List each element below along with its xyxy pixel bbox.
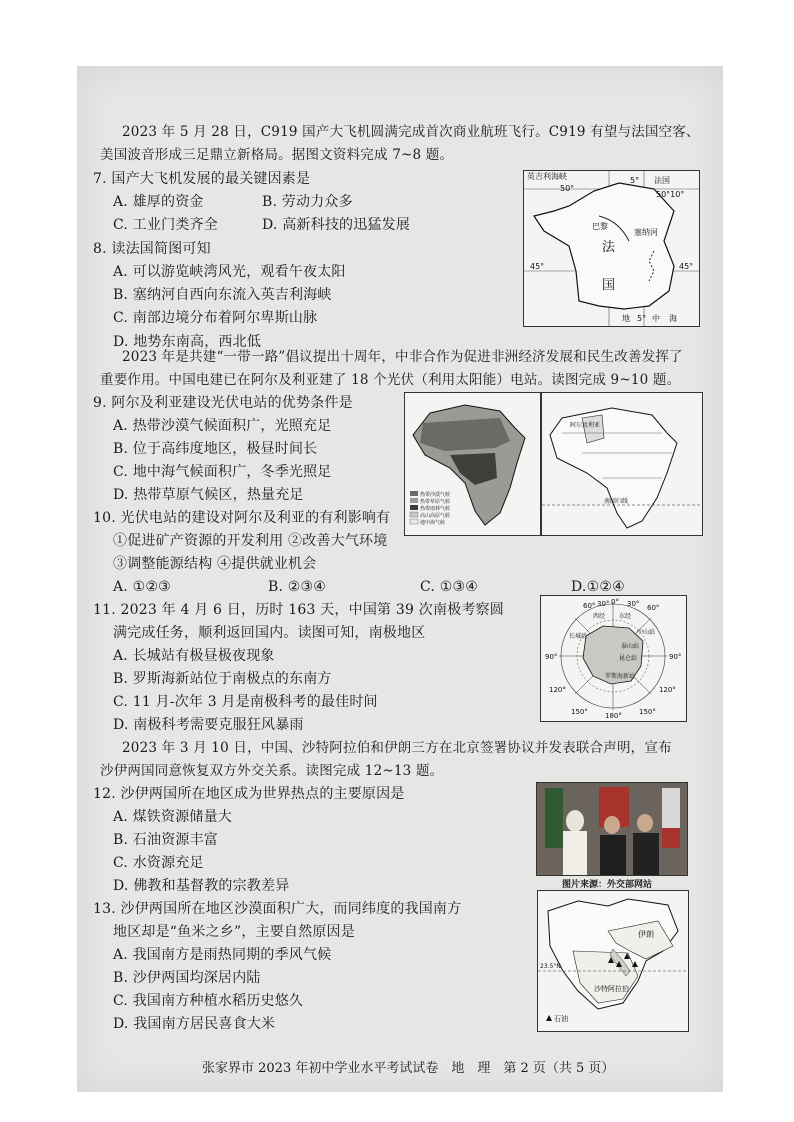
label-tropic: 南回归线 (604, 498, 629, 505)
q11-stem-line1: 11. 2023 年 4 月 6 日，历时 163 天，中国第 39 次南极考察圆 (93, 602, 504, 618)
ant-label-30e: 30° (627, 600, 640, 608)
q10-item-line1: ①促进矿产资源的开发利用 ②改善大气环境 (113, 533, 388, 549)
q7-option-a: A. 雄厚的资金 (113, 194, 204, 210)
diplomacy-photo (536, 782, 688, 876)
page-footer: 张家界市 2023 年初中学业水平考试试卷 地 理 第 2 页（共 5 页） (202, 1061, 615, 1076)
africa-political-map (541, 392, 703, 536)
q9-stem: 9. 阿尔及利亚建设光伏电站的优势条件是 (93, 395, 353, 411)
station-kunlun: 昆仑站 (619, 655, 638, 662)
intro-7-8-line2: 美国波音形成三足鼎立新格局。据图文资料完成 7~8 题。 (100, 147, 454, 163)
q13-option-c: C. 我国南方种植水稻历史悠久 (113, 993, 304, 1009)
q10-option-d: D.①②④ (571, 579, 625, 595)
q8-option-c: C. 南部边境分布着阿尔卑斯山脉 (113, 310, 318, 326)
ant-label-180: 180° (605, 712, 622, 720)
map-label-5-bottom: 5° (637, 314, 647, 323)
q7-option-c: C. 工业门类齐全 (113, 217, 218, 233)
ant-label-120e: 120° (659, 686, 676, 694)
label-tropic-cancer: 23.5°N (540, 963, 561, 970)
q7-option-b: B. 劳动力众多 (262, 194, 353, 210)
ant-label-0: 0° (611, 598, 619, 606)
q10-item-line2: ③调整能源结构 ④提供就业机会 (113, 556, 317, 572)
africa-political-svg (542, 393, 702, 535)
q9-option-d: D. 热带草原气候区，热量充足 (113, 487, 304, 503)
ant-label-west: 西经 (593, 613, 606, 620)
legend-oil: 石油 (554, 1015, 568, 1023)
ant-label-60e: 60° (647, 604, 660, 612)
q11-option-b: B. 罗斯海新站位于南极点的东南方 (113, 671, 332, 687)
label-iran: 伊朗 (638, 930, 654, 939)
q8-option-b: B. 塞纳河自西向东流入英吉利海峡 (113, 287, 332, 303)
map-label-zhong: 中 (652, 314, 660, 323)
map-label-guo: 国 (602, 278, 616, 293)
q11-stem-line2: 满完成任务，顺利返回国内。读图可知，南极地区 (113, 625, 426, 641)
france-map (523, 170, 700, 327)
q11-option-d: D. 南极科考需要克服狂风暴雨 (113, 717, 304, 733)
q13-option-a: A. 我国南方是雨热同期的季风气候 (113, 947, 332, 963)
ant-label-30w: 30° (597, 600, 610, 608)
q10-option-c: C. ①③④ (420, 579, 478, 595)
map-label-45-left: 45° (530, 262, 545, 271)
station-ross-sea: 罗斯海新站 (605, 673, 636, 680)
map-label-channel: 英吉利海峡 (527, 172, 567, 181)
q7-option-d: D. 高新科技的迅猛发展 (262, 217, 411, 233)
q13-option-d: D. 我国南方居民喜食大米 (113, 1016, 276, 1032)
ant-label-east: 东经 (619, 613, 632, 620)
q10-option-a: A. ①②③ (113, 579, 171, 595)
q10-stem: 10. 光伏电站的建设对阿尔及利亚的有利影响有 (93, 510, 391, 526)
q12-stem: 12. 沙伊两国所在地区成为世界热点的主要原因是 (93, 786, 405, 802)
q13-option-b: B. 沙伊两国均深居内陆 (113, 970, 261, 986)
france-map-svg (524, 171, 699, 326)
photo-caption: 图片来源：外交部网站 (562, 880, 653, 890)
q8-stem: 8. 读法国简图可知 (93, 241, 211, 257)
q12-option-c: C. 水资源充足 (113, 855, 204, 871)
legend-rainforest: 热带雨林气候 (420, 506, 451, 512)
antarctic-map (540, 595, 687, 722)
map-label-50: 50° (560, 184, 575, 193)
legend-highland: 高山高原气候 (420, 513, 451, 519)
ant-label-90e: 90° (669, 653, 682, 661)
map-label-hai: 海 (669, 314, 677, 323)
q13-stem-line2: 地区却是“鱼米之乡”，主要自然原因是 (113, 924, 355, 940)
map-label-5: 5° (630, 176, 640, 185)
q12-option-b: B. 石油资源丰富 (113, 832, 218, 848)
q8-option-a: A. 可以游览峡湾风光，观看午夜太阳 (113, 264, 346, 280)
intro-9-10-line1: 2023 年是共建“一带一路”倡议提出十周年，中非合作为促进非洲经济发展和民生改善发挥了 (122, 349, 683, 365)
intro-7-8-line1: 2023 年 5 月 28 日，C919 国产大飞机圆满完成首次商业航班飞行。C919 有望与法国空客、 (122, 124, 700, 140)
legend-mediterranean: 地中海气候 (420, 520, 446, 526)
q9-option-c: C. 地中海气候面积广，冬季光照足 (113, 464, 332, 480)
africa-climate-svg (405, 393, 540, 535)
q11-option-c: C. 11 月-次年 3 月是南极科考的最佳时间 (113, 694, 378, 710)
q12-option-a: A. 煤铁资源储量大 (113, 809, 233, 825)
antarctic-svg (541, 596, 686, 721)
map-label-paris: 巴黎 (592, 222, 608, 231)
map-label-france: 法国 (654, 176, 670, 185)
ant-label-150w: 150° (571, 708, 588, 716)
intro-12-13-line2: 沙伊两国同意恢复双方外交关系。读图完成 12~13 题。 (100, 763, 444, 779)
map-label-45-right: 45° (679, 262, 694, 271)
africa-climate-map (404, 392, 541, 536)
ant-label-120w: 120° (549, 686, 566, 694)
q11-option-a: A. 长城站有极昼极夜现象 (113, 648, 275, 664)
map-label-seine: 塞纳河 (634, 228, 658, 237)
q13-stem-line1: 13. 沙伊两国所在地区沙漠面积广大，而同纬度的我国南方 (93, 901, 462, 917)
middle-east-map (537, 890, 689, 1032)
middle-east-svg (538, 891, 688, 1031)
q9-option-a: A. 热带沙漠气候面积广，光照充足 (113, 418, 332, 434)
q8-option-d: D. 地势东南高，西北低 (113, 334, 262, 350)
map-label-di: 地 (622, 314, 630, 323)
station-great-wall: 长城站 (569, 633, 588, 640)
q7-stem: 7. 国产大飞机发展的最关键因素是 (93, 171, 311, 187)
diplomacy-photo-svg (537, 783, 687, 875)
intro-9-10-line2: 重要作用。中国电建已在阿尔及利亚建了 18 个光伏（利用太阳能）电站。读图完成 9~10 题。 (100, 372, 681, 388)
ant-label-90w: 90° (545, 653, 558, 661)
legend-savanna: 热带草原气候 (420, 499, 451, 505)
label-algeria: 阿尔及利亚 (570, 422, 601, 429)
q9-option-b: B. 位于高纬度地区，极昼时间长 (113, 441, 318, 457)
q10-option-b: B. ②③④ (268, 579, 327, 595)
map-label-fa: 法 (602, 240, 616, 255)
legend-desert: 热带沙漠气候 (420, 492, 451, 498)
ant-label-150e: 150° (639, 708, 656, 716)
q12-option-d: D. 佛教和基督教的宗教差异 (113, 878, 290, 894)
station-zhongshan: 中山站 (637, 629, 656, 636)
label-saudi-arabia: 沙特阿拉伯 (594, 985, 629, 993)
ant-label-60w: 60° (583, 602, 596, 610)
intro-12-13-line1: 2023 年 3 月 10 日，中国、沙特阿拉伯和伊朗三方在北京签署协议并发表联合声明，宣布 (122, 740, 672, 756)
station-taishan: 泰山站 (621, 643, 640, 650)
map-label-50-10: 50°10° (656, 190, 685, 199)
